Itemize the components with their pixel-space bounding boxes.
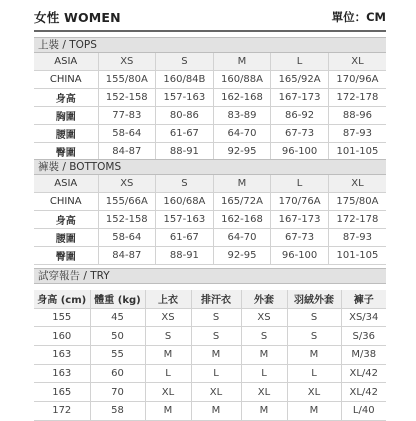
table-cell: 60 xyxy=(90,364,145,383)
table-cell: M xyxy=(241,402,287,421)
table-cell: S xyxy=(287,327,341,346)
table-header-row xyxy=(34,175,386,193)
table-cell: 101-105 xyxy=(328,247,386,265)
table-cell: S xyxy=(241,327,287,346)
table-cell: 70 xyxy=(90,383,145,402)
table-cell: 162-168 xyxy=(213,211,271,229)
table-cell: S xyxy=(287,308,341,327)
table-cell: M xyxy=(145,402,191,421)
table-header-row xyxy=(34,290,386,308)
table-cell: 61-67 xyxy=(156,125,214,143)
table-cell: 175/80A xyxy=(328,193,386,211)
header-cell: 褲子 xyxy=(341,290,386,308)
table-cell: 67-73 xyxy=(271,125,329,143)
page-header xyxy=(34,8,386,28)
table-cell: 160 xyxy=(34,327,90,346)
table-cell: M xyxy=(191,346,241,365)
table-row xyxy=(34,89,386,107)
table-cell: 50 xyxy=(90,327,145,346)
table-cell: 58-64 xyxy=(98,229,156,247)
table-cell: 167-173 xyxy=(271,211,329,229)
table-cell: XL xyxy=(191,383,241,402)
table-cell: 58-64 xyxy=(98,125,156,143)
row-label: 臀圍 xyxy=(34,247,98,265)
table-cell: 170/76A xyxy=(271,193,329,211)
table-cell: 163 xyxy=(34,364,90,383)
table-cell: M xyxy=(287,346,341,365)
header-cell: S xyxy=(156,53,214,71)
table-cell: 172-178 xyxy=(328,211,386,229)
table-cell: L/40 xyxy=(341,402,386,421)
table-cell: 172-178 xyxy=(328,89,386,107)
table-cell: M xyxy=(191,402,241,421)
header-cell: 排汗衣 xyxy=(191,290,241,308)
table-cell: 165 xyxy=(34,383,90,402)
table-cell: S/36 xyxy=(341,327,386,346)
table-cell: 170/96A xyxy=(328,71,386,89)
table-cell: 80-86 xyxy=(156,107,214,125)
table-header-row xyxy=(34,53,386,71)
table-cell: S xyxy=(191,308,241,327)
tops-section-title: 上裝 / TOPS xyxy=(34,37,386,53)
table-cell: M xyxy=(287,402,341,421)
row-label: 腰圍 xyxy=(34,125,98,143)
header-cell: XL xyxy=(328,175,386,193)
table-cell: S xyxy=(145,327,191,346)
header-cell: L xyxy=(271,175,329,193)
row-label: CHINA xyxy=(34,193,98,211)
table-cell: 157-163 xyxy=(156,211,214,229)
table-cell: 152-158 xyxy=(98,211,156,229)
table-cell: M xyxy=(145,346,191,365)
table-row xyxy=(34,143,386,161)
table-cell: 58 xyxy=(90,402,145,421)
tops-size-table xyxy=(34,53,386,161)
row-label: CHINA xyxy=(34,71,98,89)
header-cell: 上衣 xyxy=(145,290,191,308)
table-cell: XS xyxy=(241,308,287,327)
table-row xyxy=(34,193,386,211)
table-cell: 88-91 xyxy=(156,247,214,265)
table-cell: 84-87 xyxy=(98,247,156,265)
header-cell: XS xyxy=(98,175,156,193)
table-cell: S xyxy=(191,327,241,346)
table-cell: 160/84B xyxy=(156,71,214,89)
table-cell: 152-158 xyxy=(98,89,156,107)
table-row xyxy=(34,229,386,247)
row-label: 身高 xyxy=(34,211,98,229)
table-cell: 160/88A xyxy=(213,71,271,89)
table-cell: M xyxy=(241,346,287,365)
header-cell: 身高 (cm) xyxy=(34,290,90,308)
table-cell: XL/42 xyxy=(341,364,386,383)
header-cell: 外套 xyxy=(241,290,287,308)
table-cell: XS/34 xyxy=(341,308,386,327)
table-cell: XL xyxy=(287,383,341,402)
table-row xyxy=(34,402,386,421)
table-cell: 83-89 xyxy=(213,107,271,125)
table-cell: 86-92 xyxy=(271,107,329,125)
row-label: 胸圍 xyxy=(34,107,98,125)
table-cell: 77-83 xyxy=(98,107,156,125)
table-cell: 87-93 xyxy=(328,229,386,247)
table-cell: 163 xyxy=(34,346,90,365)
table-cell: 64-70 xyxy=(213,125,271,143)
table-cell: 61-67 xyxy=(156,229,214,247)
header-cell: M xyxy=(213,53,271,71)
table-row xyxy=(34,71,386,89)
table-cell: 155/80A xyxy=(98,71,156,89)
table-cell: 160/68A xyxy=(156,193,214,211)
table-cell: 157-163 xyxy=(156,89,214,107)
unit-label: 單位：CM xyxy=(331,10,386,24)
row-label: 身高 xyxy=(34,89,98,107)
table-row xyxy=(34,211,386,229)
header-cell: 體重 (kg) xyxy=(90,290,145,308)
header-cell: S xyxy=(156,175,214,193)
bottoms-size-table xyxy=(34,175,386,265)
table-cell: XL xyxy=(241,383,287,402)
table-cell: 88-91 xyxy=(156,143,214,161)
table-row xyxy=(34,247,386,265)
try-section-title: 試穿報告 / TRY xyxy=(34,268,386,284)
table-cell: 55 xyxy=(90,346,145,365)
table-cell: 155 xyxy=(34,308,90,327)
table-cell: 96-100 xyxy=(271,143,329,161)
table-row xyxy=(34,346,386,365)
header-cell: 羽絨外套 xyxy=(287,290,341,308)
table-cell: 167-173 xyxy=(271,89,329,107)
table-cell: 92-95 xyxy=(213,143,271,161)
bottoms-section-title: 褲裝 / BOTTOMS xyxy=(34,159,386,175)
table-cell: 45 xyxy=(90,308,145,327)
table-cell: XL/42 xyxy=(341,383,386,402)
table-cell: 165/92A xyxy=(271,71,329,89)
table-cell: 165/72A xyxy=(213,193,271,211)
table-cell: L xyxy=(145,364,191,383)
header-cell: ASIA xyxy=(34,53,98,71)
header-cell: M xyxy=(213,175,271,193)
header-divider xyxy=(34,30,386,32)
table-cell: 84-87 xyxy=(98,143,156,161)
table-row xyxy=(34,308,386,327)
table-cell: M/38 xyxy=(341,346,386,365)
table-row xyxy=(34,327,386,346)
table-cell: 88-96 xyxy=(328,107,386,125)
header-cell: XS xyxy=(98,53,156,71)
table-cell: 67-73 xyxy=(271,229,329,247)
table-cell: L xyxy=(191,364,241,383)
table-row xyxy=(34,125,386,143)
header-cell: XL xyxy=(328,53,386,71)
table-cell: 92-95 xyxy=(213,247,271,265)
table-cell: 64-70 xyxy=(213,229,271,247)
table-cell: 155/66A xyxy=(98,193,156,211)
table-cell: 162-168 xyxy=(213,89,271,107)
table-cell: 96-100 xyxy=(271,247,329,265)
row-label: 臀圍 xyxy=(34,143,98,161)
table-cell: 172 xyxy=(34,402,90,421)
header-cell: ASIA xyxy=(34,175,98,193)
table-cell: XS xyxy=(145,308,191,327)
row-label: 腰圍 xyxy=(34,229,98,247)
table-cell: 87-93 xyxy=(328,125,386,143)
table-row xyxy=(34,383,386,402)
table-cell: 101-105 xyxy=(328,143,386,161)
table-row xyxy=(34,364,386,383)
header-cell: L xyxy=(271,53,329,71)
try-report-table xyxy=(34,290,386,421)
table-cell: L xyxy=(287,364,341,383)
table-cell: XL xyxy=(145,383,191,402)
table-cell: L xyxy=(241,364,287,383)
table-row xyxy=(34,107,386,125)
page-title: 女性 WOMEN xyxy=(34,10,121,25)
